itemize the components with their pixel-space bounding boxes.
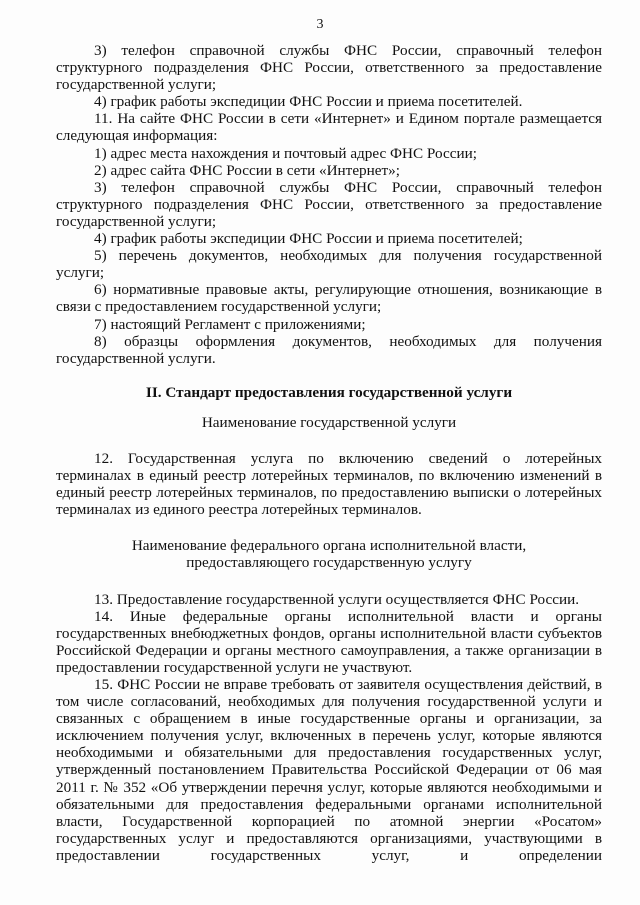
list-item-3-phone-2: 3) телефон справочной службы ФНС России, справочный телефон структурного подразделения ФНС России, ответственного за предоставление государственной услуги; [56,178,602,230]
section-heading: II. Стандарт предоставления государственной услуги [145,383,513,401]
subheading-authority-line1: Наименование федерального органа исполнительной власти, [131,537,527,555]
list-item-5-documents: 5) перечень документов, необходимых для получения государственной услуги; [56,247,602,282]
paragraph-13: 13. Предоставление государственной услуги осуществляется ФНС России. [94,590,580,608]
list-item-7-regulation: 7) настоящий Регламент с приложениями; [94,315,366,333]
paragraph-12: 12. Государственная услуга по включению сведений о лотерейных терминалах в единый реестр лотерейных терминалов, по включению изменений в единый реестр лотерейных терминалов, по предоставлению выписки о лотерейных терминалах из единого реестра лотерейных терминалов. [56,449,602,519]
list-item-6-legal-acts: 6) нормативные правовые акты, регулирующие отношения, возникающие в связи с предоставлением государственной услуги; [56,281,602,316]
list-item-2-website: 2) адрес сайта ФНС России в сети «Интернет»; [94,161,400,179]
list-item-4-schedule: 4) график работы экспедиции ФНС России и приема посетителей. [94,93,523,111]
list-item-1-address: 1) адрес места нахождения и почтовый адрес ФНС России; [94,144,477,162]
list-item-3-phone: 3) телефон справочной службы ФНС России, справочный телефон структурного подразделения ФНС России, ответственного за предоставление государственной услуги; [56,42,602,94]
paragraph-11: 11. На сайте ФНС России в сети «Интернет» и Едином портале размещается следующая информация: [56,110,602,145]
list-item-8-samples: 8) образцы оформления документов, необходимых для получения государственной услуги. [56,332,602,367]
list-item-4-schedule-2: 4) график работы экспедиции ФНС России и приема посетителей; [94,230,523,248]
page-number: 3 [316,17,324,32]
paragraph-14: 14. Иные федеральные органы исполнительной власти и органы государственных внебюджетных фондов, органы исполнительной власти субъектов Российской Федерации и органы местного самоуправления, а также организации в предоставлении государственной услуги не участвуют. [56,607,602,676]
subheading-service-name: Наименование государственной услуги [201,413,457,431]
document-body [56,42,602,864]
paragraph-15: 15. ФНС России не вправе требовать от заявителя осуществления действий, в том числе согласований, необходимых для получения государственной услуги и связанных с обращением в иные государственные органы и организации, за исключением получения услуг, включенных в перечень услуг, которые являются необходимыми и обязательными для предоставления государственных услуг, утвержденный постановлением Правительства Российской Федерации от 06 мая 2011 г. № 352 «Об утверждении перечня услуг, которые являются необходимыми и обязательными для предоставления федеральными органами исполнительной власти, Государственной корпорацией по атомной энергии «Росатом» государственных услуг и предоставляются организациями, участвующими в предоставлении государственных услуг, и определении [56,676,602,864]
subheading-authority-line2: предоставляющего государственную услугу [186,554,472,572]
